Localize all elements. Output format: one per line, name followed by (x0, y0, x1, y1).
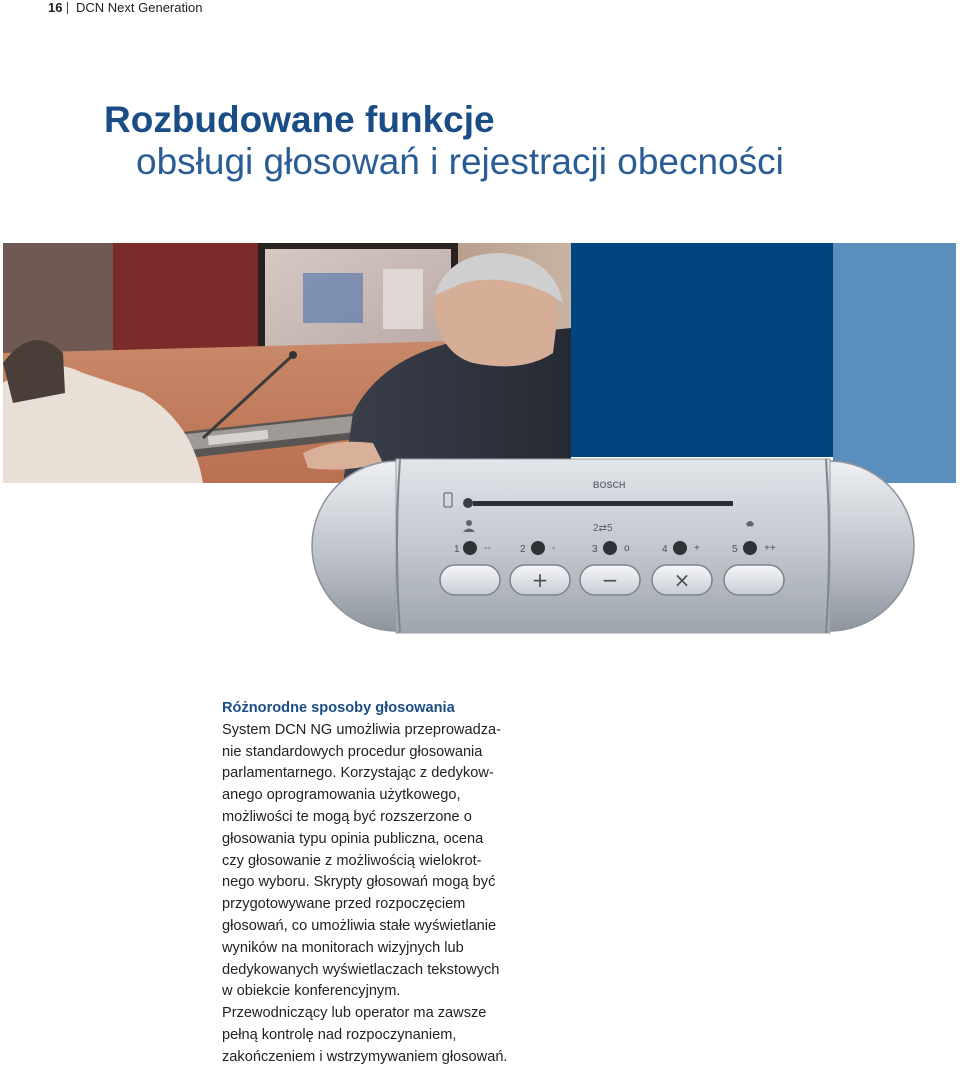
conference-photo-illustration (3, 243, 571, 483)
page-number: 16 (48, 0, 63, 15)
svg-text:2⇄5: 2⇄5 (593, 523, 613, 534)
paragraph-line: głosowania typu opinia publiczna, ocena (222, 830, 484, 847)
key-number-5: 5 (732, 544, 738, 555)
cross-icon: × (673, 568, 691, 592)
header-divider (67, 2, 68, 14)
paragraph-line: pełną kontrolę nad rozpoczynaniem, (222, 1026, 457, 1043)
paragraph-line: System DCN NG umożliwia przeprowadza- (222, 721, 501, 738)
paragraph-line: przygotowywane przed rozpoczęciem (222, 896, 466, 913)
paragraph-line: dedykowanych wyświetlaczach tekstowych (222, 961, 500, 978)
key-mark-4: + (694, 543, 700, 554)
paragraph-line: zakończeniem i wstrzymywaniem głosowań. (222, 1048, 508, 1065)
key-mark-3: o (624, 543, 630, 554)
key-number-3: 3 (592, 544, 598, 555)
paragraph-line: nego wyboru. Skrypty głosowań mogą być (222, 874, 496, 891)
voting-unit-illustration (308, 457, 918, 635)
page-header (0, 0, 960, 18)
page-title: Rozbudowane funkcje (104, 99, 495, 140)
paragraph-line: głosowań, co umożliwia stałe wyświetlanie (222, 917, 497, 934)
publication-title: DCN Next Generation (76, 0, 203, 15)
paragraph-line: wyników na monitorach wizyjnych lub (222, 939, 464, 956)
accent-block-dark-blue (571, 243, 833, 457)
paragraph-line: nie standardowych procedur głosowania (222, 743, 483, 760)
voting-section (222, 698, 522, 1069)
minus-icon: − (601, 568, 619, 592)
key-mark-5: ++ (764, 543, 776, 554)
plus-icon: + (531, 568, 549, 592)
paragraph-line: Przewodniczący lub operator ma zawsze (222, 1005, 487, 1022)
key-mark-2: - (552, 543, 556, 554)
brand-label: BOSCH (593, 480, 626, 490)
page-subtitle: obsługi głosowań i rejestracji obecności (136, 141, 784, 182)
paragraph-line: możliwości te mogą być rozszerzone o (222, 808, 472, 825)
paragraph-line: w obiekcie konferencyjnym. (222, 983, 401, 1000)
key-number-1: 1 (454, 544, 460, 555)
key-mark-1: -- (484, 543, 491, 554)
section-heading: Różnorodne sposoby głosowania (222, 700, 455, 716)
key-number-4: 4 (662, 544, 668, 555)
paragraph-line: czy głosowanie z możliwością wielokrot- (222, 852, 482, 869)
voting-unit-drawing (308, 457, 918, 635)
conference-photo (3, 243, 571, 483)
vote-button-5[interactable] (724, 565, 784, 595)
accent-block-light-blue (833, 243, 956, 483)
key-number-2: 2 (520, 544, 526, 555)
vote-button-1[interactable] (440, 565, 500, 595)
paragraph-line: anego oprogramowania użytkowego, (222, 787, 461, 804)
paragraph-line: parlamentarnego. Korzystając z dedykow- (222, 765, 494, 782)
